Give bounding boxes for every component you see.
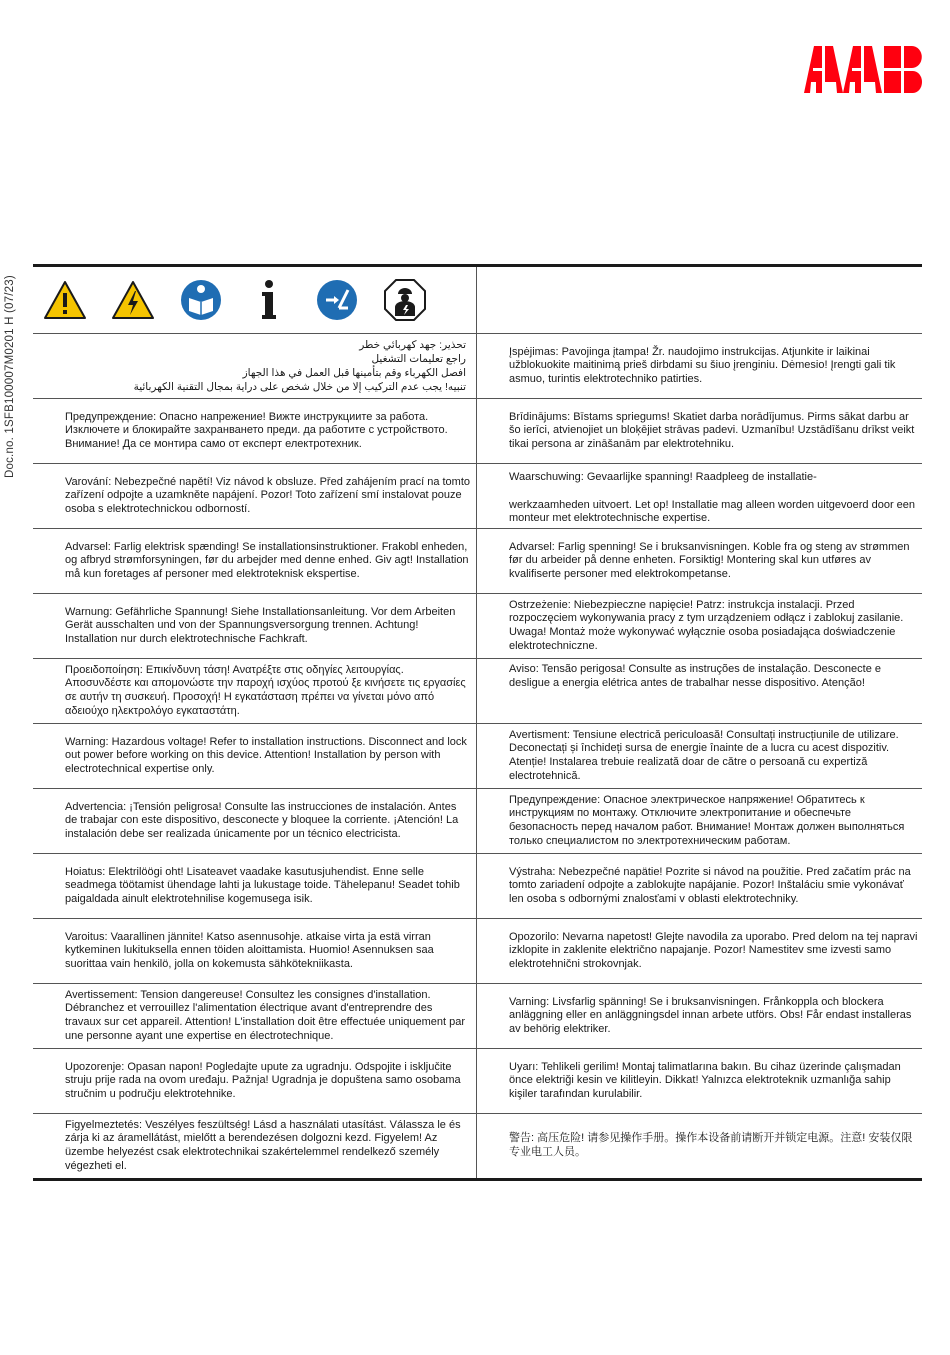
document-number: Doc.no. 1SFB100007M0201 H (07/23) [4, 275, 16, 478]
warning-text-tr: Uyarı: Tehlikeli gerilim! Montaj talimatlarına bakın. Bu cihaz üzerinde çalışmadan önce elektriği kesin ve kilitleyin. Dikkat! Yalnızca elektroteknik uzmanlığa sahip kişiler tarafından kurulabilir. [509, 1060, 901, 1100]
warning-row [33, 789, 922, 854]
warning-row [33, 659, 922, 724]
warning-text-el: Προειδοποίηση: Επικίνδυνη τάση! Ανατρέξτε στις οδηγίες λειτουργίας. Αποσυνδέστε και απομονώστε την παροχή ισχύος προτού ξε κινήσετε τις εργασίες σε αυτήν τη συσκευή. Προσοχή! Η εγκατάσταση πρέπει να γίνεται μόνο από αδειούχο ηλεκτρολόγο εγκαταστάτη. [33, 659, 477, 723]
warning-text-en: Warning: Hazardous voltage! Refer to installation instructions. Disconnect and lock out power before working on this device. Attention! Installation by person with electrotechnical expertise only. [33, 724, 477, 788]
warning-text-fi: Varoitus: Vaarallinen jännite! Katso asennusohje. atkaise virta ja estä virran kytkeminen lukituksella ennen töiden aloittamista. Huomio! Asennuksen saa suorittaa vain henkilö, jolla on kokemusta sähkötekniikasta. [33, 919, 477, 983]
icons-cell [33, 267, 477, 333]
warning-row [33, 1114, 922, 1178]
warning-text-et: Hoiatus: Elektrilöögi oht! Lisateavet vaadake kasutusjuhendist. Enne selle seadmega töötamist ühendage lahti ja lukustage toide. Tähelepanu! Seadet tohib paigaldada ainult elektrotehnilise kogemusega isik. [33, 854, 477, 918]
warning-row [33, 464, 922, 529]
warning-row [33, 334, 922, 399]
warning-text-ar: تحذير: جهد كهربائي خطر راجع تعليمات التشغيل افصل الكهرباء وقم بتأمينها قبل العمل في هذا الجهاز تنبيه! يجب عدم التركيب إلا من خلال شخص على دراية بمجال التقنية الكهربائية [33, 334, 477, 398]
warning-text-pl: Ostrzeżenie: Niebezpieczne napięcie! Patrz: instrukcja instalacji. Przed rozpoczęciem wykonywania pracy z tym urządzeniem odłącz i zablokuj zasilanie. Uwaga! Montaż może wykonywać wyłącznie osoba posiadająca doświadczenie elektrotechniczne. [509, 598, 904, 652]
qualified-electrician-icon [383, 278, 427, 322]
info-icon [247, 278, 291, 322]
warning-text-de: Warnung: Gefährliche Spannung! Siehe Installationsanleitung. Vor dem Arbeiten Gerät ausschalten und von der Spannungsversorgung trennen. Achtung! Installation nur durch elektrotechnische Fachkraft. [33, 594, 477, 658]
warning-row [33, 399, 922, 464]
read-manual-icon [179, 278, 223, 322]
warning-text-lt: Įspėjimas: Pavojinga įtampa! Žr. naudojimo instrukcijas. Atjunkite ir laikinai užblokuokite maitinimą prieš dirbdami su šiuo įrenginiu. Dėmesio! Įrengti gali tik asmuo, turintis elektrotechniko patirties. [509, 345, 896, 385]
warning-row [33, 1049, 922, 1114]
safety-warning-table [33, 264, 922, 1181]
warning-text-nl: Waarschuwing: Gevaarlijke spanning! Raadpleeg de installatie- werkzaamheden uitvoert. Let op! Installatie mag alleen worden uitgevoerd door een monteur met elektrotechnische expertise. [509, 471, 916, 525]
warning-text-lv: Brīdinājums: Bīstams spriegums! Skatiet darba norādījumus. Pirms sākat darbu ar šo ierīci, atvienojiet un bloķējiet strāvas padevi. Uzmanību! Uzstādīšanu drīkst veikt tikai persona ar zināšanām par elektrotehniku. [509, 410, 915, 450]
warning-text-bg: Предупреждение: Опасно напрежение! Вижте инструкциите за работа. Изключете и блокирайте захранването преди. да работите с устройството. Внимание! Да се монтира само от експерт електротехник. [33, 399, 477, 463]
warning-text-ro: Avertisment: Tensiune electrică periculoasă! Consultați instrucțiunile de utilizare. Deconectați și închideți sursa de energie înainte de a lucra cu acest dispozitiv. Atenție! Instalarea trebuie realizată doar de către o persoană cu expertiză electrotehnică. [509, 728, 899, 782]
warning-text-pt: Aviso: Tensão perigosa! Consulte as instruções de instalação. Desconecte e desligue a energia elétrica antes de trabalhar nesse dispositivo. Atenção! [509, 663, 881, 689]
icons-row [33, 267, 922, 334]
high-voltage-icon [111, 278, 155, 322]
warning-row [33, 984, 922, 1049]
warning-row [33, 529, 922, 594]
warning-row [33, 854, 922, 919]
warning-text-hr: Upozorenje: Opasan napon! Pogledajte upute za ugradnju. Odspojite i isključite struju prije rada na ovom uređaju. Pažnja! Ugradnja je dopuštena samo osobama stručnim u području elektrotehnike. [33, 1049, 477, 1113]
warning-row [33, 724, 922, 789]
warning-row [33, 919, 922, 984]
warning-text-es: Advertencia: ¡Tensión peligrosa! Consulte las instrucciones de instalación. Antes de trabajar con este dispositivo, desconecte y bloquee la corriente. ¡Atención! La instalación debe ser realizada únicamente por un técnico electricista. [33, 789, 477, 853]
warning-text-zh: 警告: 高压危险! 请参见操作手册。操作本设备前请断开并锁定电源。注意! 安装仅限专业电工人员。 [509, 1132, 913, 1158]
warning-text-cs: Varování: Nebezpečné napětí! Viz návod k obsluze. Před zahájením prací na tomto zařízení odpojte a uzamkněte napájení. Pozor! Toto zařízení smí instalovat pouze osoba s elektrotechnickou odborností. [33, 464, 477, 528]
icons-right-empty [477, 267, 922, 333]
warning-text-ru: Предупреждение: Опасное электрическое напряжение! Обратитесь к инструкциям по монтажу. Отключите электропитание и обеспечьте безопасность перед началом работ. Внимание! Монтаж должен выполняться только специалистом по электротехническим работам. [509, 793, 905, 847]
warning-text-sk: Výstraha: Nebezpečné napätie! Pozrite si návod na použitie. Pred začatím prác na tomto zariadení odpojte a zablokujte napájanie. Pozor! Inštaláciu smie vykonávať len osoba s odbornými znalosťami v oblasti elektrotechniky. [509, 865, 911, 905]
warning-text-fr: Avertissement: Tension dangereuse! Consultez les consignes d'installation. Débranchez et verrouillez l'alimentation électrique avant d'entreprendre des travaux sur cet appareil. Attention! L'installation doit être effectuée uniquement par une personne ayant une expertise en électrotechnique. [33, 984, 477, 1048]
disconnect-icon [315, 278, 359, 322]
warning-row [33, 594, 922, 659]
warning-triangle-icon [43, 278, 87, 322]
warning-text-sl: Opozorilo: Nevarna napetost! Glejte navodila za uporabo. Pred delom na tej napravi izklopite in zaklenite električno napajanje. Pozor! Namestitev sme izvesti samo elektrotehnični strokovnjak. [509, 930, 918, 970]
abb-logo [804, 46, 922, 93]
warning-text-no: Advarsel: Farlig spenning! Se i bruksanvisningen. Koble fra og steng av strømmen før du arbeider på denne enheten. Forsiktig! Montering skal kun utføres av kvalifiserte personer med elektrokompetanse. [509, 540, 910, 580]
warning-text-hu: Figyelmeztetés: Veszélyes feszültség! Lásd a használati utasítást. Válassza le és zárja ki az áramellátást, mielőtt a berendezésen dolgozni kezd. Figyelem! Az üzembe helyezést csak elektrotechnikai szakértelemmel rendelkező személy végezheti el. [33, 1114, 477, 1178]
warning-text-sv: Varning: Livsfarlig spänning! Se i bruksanvisningen. Frånkoppla och blockera anläggning eller en anläggningsdel innan arbete utförs. Obs! Får endast installeras av behörig elektriker. [509, 995, 912, 1035]
warning-text-da: Advarsel: Farlig elektrisk spænding! Se installationsinstruktioner. Frakobl enheden, og afbryd strømforsyningen, før du arbejder med denne enhed. Giv agt! Installation må kun foretages af personer med elektroteknisk ekspertise. [33, 529, 477, 593]
